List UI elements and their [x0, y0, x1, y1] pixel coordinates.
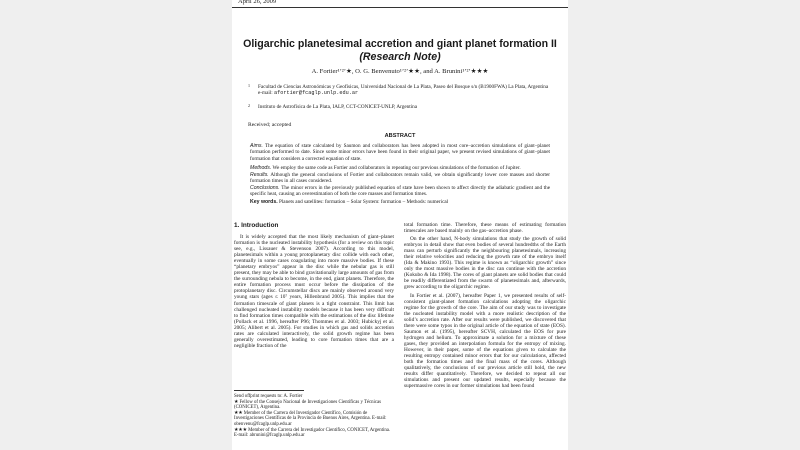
footnote-rule	[234, 390, 304, 391]
intro-paragraph-continued: total formation time. Therefore, these means of estimating formation timescales are based mainly on the gas–accretion phase.	[404, 222, 566, 235]
abstract-conclusions: Conclusions. The minor errors in the previously published equation of state have been shown to affect directly the adiabatic gradient and the specific heat, causing an overestimation of both the core masses and formation times.	[250, 185, 550, 198]
abstract-results: Results. Although the general conclusions of Fortier and collaborators remain valid, we obtain significantly lower core masses and shorter formation times in all cases considered.	[250, 172, 550, 185]
footnote-offprint: Send offprint requests to: A. Fortier	[234, 394, 303, 399]
keywords-line: Key words. Planets and satellites: formation – Solar System: formation – Methods: numerical	[250, 199, 449, 205]
author-list: A. Fortier¹ʼ²ʼ★, O. G. Benvenuto¹ʼ²ʼ★★, and A. Brunini¹ʼ²ʼ★★★	[311, 68, 489, 75]
intro-paragraph-2: On the other hand, N-body simulations that study the growth of solid embryos in detail show that even bodies of several hundredths of the Earth mass can perturb significantly the neighbouring planetesimals, increasing their relative velocities and reducing the growth rate of the embryo itself (Ida & Makino 1993). This regime is known as “oligarchic growth” since only the most massive bodies in the disc can continue with the accretion (Kokubo & Ida 1998). The cores of giant planets are solid bodies that could be readily differentiated from the swarm of planetesimals and, afterwards, grew according to the oligarchic regime.	[404, 236, 566, 291]
paper-title: Oligarchic planetesimal accretion and giant planet formation II	[243, 38, 557, 50]
footnote-2: ★★ Member of the Carrera del Investigador Científico, Comisión de Investigaciones Científicas de la Provincia de Buenos Aires, Argentina. E-mail: obenvenu@fcaglp.unlp.edu.ar	[234, 410, 387, 427]
affiliation-1: 1 Facultad de Ciencias Astronómicas y Geofísicas, Universidad Nacional de La Plata, Paseo del Bosque s/n (B1900FWA) La Plata, Argentina e-mail: afortier@fcaglp.unlp.edu.ar	[248, 83, 549, 97]
abstract-methods: Methods. We employ the same code as Fortier and collaborators in repeating our previous simulations of the formation of Jupiter.	[250, 165, 521, 171]
right-column-text	[404, 222, 566, 389]
received-line: Received; accepted	[248, 122, 292, 128]
footnote-1: ★ Fellow of the Consejo Nacional de Investigaciones Científicas y Técnicas (CONICET), Argentina.	[234, 399, 382, 411]
footnote-3: ★★★ Member of the Carrera del Investigador Científico, CONICET, Argentina. E-mail: abrunini@fcaglp.unlp.edu.ar	[234, 427, 391, 439]
intro-paragraph-1: It is widely accepted that the most likely mechanism of giant–planet formation is the nucleated instability hypothesis (for a review on this topic see, e.g., Lissauer & Stevenson 2007). According to this model, planetesimals within a young protoplanetary disc collide with each other, eventually in some cases coagulating into more massive bodies. If these “planetary embryos” appear in the disc while the nebular gas is still present, they may be able to bind gravitationally large amounts of gas from the surrounding nebula to become, in the end, giant planets. Therefore, the entire formation process must occur before the dissipation of the protoplanetary disc. Circumstellar discs are mainly observed around very young stars (ages ≤ 10⁷ years, Hillenbrand 2005). This implies that the formation timescale of giant planets is a tight constraint. This limit has challenged nucleated instability models because it has been very difficult to find formation times compatible with the estimations of the disc lifetime (Pollack et al. 1996, hereafter P96; Thommes et al. 2003; Hubickyj et al. 2005; Alibert et al. 2005). For studies in which gas and solids accretion rates are calculated interactively, the solid growth regime has been generally overestimated, leading to core formation times that are a negligible fraction of the	[234, 234, 394, 349]
affiliation-2: 2 Instituto de Astrofísica de La Plata, IALP, CCT-CONICET-UNLP, Argentina	[248, 103, 418, 110]
paper-subtitle: (Research Note)	[359, 51, 441, 63]
abstract-heading: ABSTRACT	[384, 133, 416, 139]
section-heading-introduction: 1. Introduction	[234, 222, 279, 229]
footnotes	[234, 394, 394, 439]
affiliation-email[interactable]: afortier@fcaglp.unlp.edu.ar	[274, 90, 359, 97]
intro-paragraph-3: In Fortier et al. (2007), hereafter Paper 1, we presented results of self-consistent giant-planet formation calculations adopting the oligarchic regime for the growth of the core. The aim of our study was to investigate the nucleated instability model with a more realistic description of the solid’s accretion rate. After our results were published, we discovered that there were some typos in the original article of the equation of state (EOS). Saumon et al. (1995), hereafter SCVH, calculated the EOS for pure hydrogen and helium. To approximate a solution for a mixture of these gases, they provided an interpolation formula for the entropy of mixing. However, in their paper, some of the equations given to calculate the resulting entropy contained minor errors that for our calculations, affected both the formation times and the final mass of the cores. Although qualitatively, the conclusions of our previous article still hold, the new results differ quantitatively. Therefore, we decided to repeat all our simulations and present our updated results, especially because the supermassive cores in our former simulations had been found	[404, 292, 566, 390]
date-header	[232, 0, 568, 8]
abstract-aims: Aims. The equation of state calculated by Saumon and collaborators has been adopted in most core–accretion simulations of giant–planet formation performed to date. Since some minor errors have been found in their original paper, we present revised simulations of giant–planet formation that considers a corrected equation of state.	[250, 143, 551, 162]
paper-page	[232, 0, 568, 450]
date-text: April 26, 2009	[238, 0, 277, 5]
left-column-text	[234, 234, 394, 349]
